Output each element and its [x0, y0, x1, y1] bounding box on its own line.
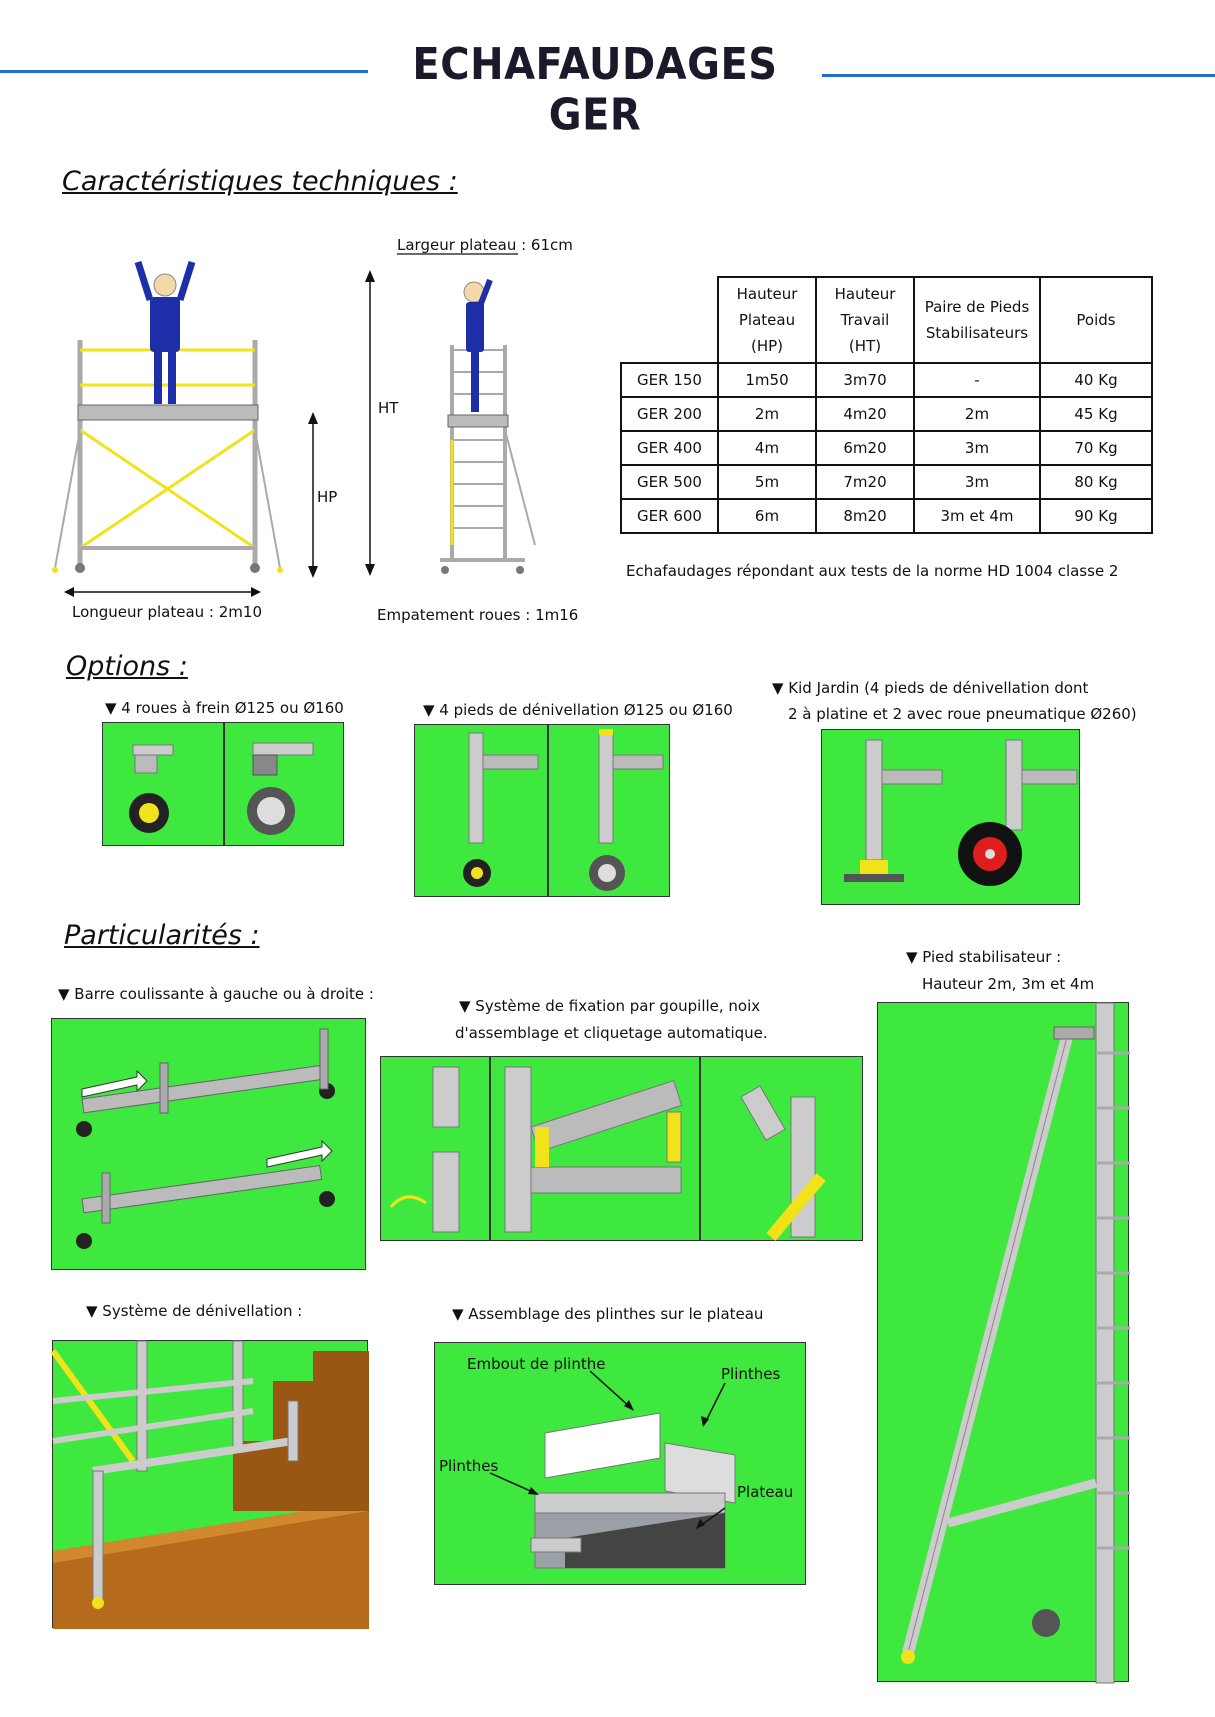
denivellation-caption: ▼ Système de dénivellation : [86, 1302, 303, 1320]
header-pieds: Paire de Pieds Stabilisateurs [914, 277, 1040, 363]
worker-front [138, 262, 192, 404]
worker-side [464, 280, 490, 412]
label-plinthes-right: Plinthes [721, 1365, 781, 1383]
section-options: Options : [66, 651, 188, 682]
option-kid-caption-1: ▼ Kid Jardin (4 pieds de dénivellation dont [772, 679, 1089, 697]
denivellation-panel [52, 1340, 368, 1628]
option-kid-caption-2: 2 à platine et 2 avec roue pneumatique Ø260) [788, 705, 1137, 723]
pied-caption-1: ▼ Pied stabilisateur : [906, 948, 1062, 966]
option-kid-panel [821, 729, 1080, 905]
fixation-caption-2: d'assemblage et cliquetage automatique. [455, 1024, 768, 1042]
barre-caption: ▼ Barre coulissante à gauche ou à droite : [58, 985, 374, 1003]
label-empatement: Empatement roues : 1m16 [377, 606, 579, 624]
table-row: GER 200 2m 4m20 2m 45 Kg [621, 397, 1152, 431]
label-plateau: Plateau [737, 1483, 794, 1501]
side-view-scaffold [397, 254, 535, 574]
label-longueur: Longueur plateau : 2m10 [72, 603, 262, 621]
table-row: GER 150 1m50 3m70 - 40 Kg [621, 363, 1152, 397]
fixation-caption-1: ▼ Système de fixation par goupille, noix [459, 997, 761, 1015]
header-rule-right [822, 74, 1215, 77]
label-largeur: Largeur plateau : 61cm [397, 236, 573, 254]
section-particularites: Particularités : [64, 920, 260, 951]
label-ht: HT [378, 399, 399, 417]
option-pieds-panel [414, 724, 670, 897]
fixation-panel [380, 1056, 863, 1241]
norm-note: Echafaudages répondant aux tests de la norme HD 1004 classe 2 [626, 562, 1119, 580]
header-hp: Hauteur Plateau (HP) [718, 277, 816, 363]
option-roues-caption: ▼ 4 roues à frein Ø125 ou Ø160 [105, 699, 344, 717]
option-pieds-caption: ▼ 4 pieds de dénivellation Ø125 ou Ø160 [423, 701, 733, 719]
label-embout: Embout de plinthe [467, 1355, 606, 1373]
pied-caption-2: Hauteur 2m, 3m et 4m [922, 975, 1095, 993]
pied-panel [877, 1002, 1129, 1682]
table-row: GER 400 4m 6m20 3m 70 Kg [621, 431, 1152, 465]
assemblage-caption: ▼ Assemblage des plinthes sur le plateau [452, 1305, 764, 1323]
page-title: ECHAFAUDAGES GER [412, 39, 778, 141]
spec-table [620, 276, 1153, 534]
table-row: GER 500 5m 7m20 3m 80 Kg [621, 465, 1152, 499]
scaffold-diagrams [0, 0, 600, 640]
assemblage-panel [434, 1342, 806, 1585]
table-row: GER 600 6m 8m20 3m et 4m 90 Kg [621, 499, 1152, 533]
barre-panel [51, 1018, 366, 1270]
option-roues-panel [102, 722, 344, 846]
header-poids: Poids [1040, 277, 1152, 363]
header-ht: Hauteur Travail (HT) [816, 277, 914, 363]
front-view-scaffold [52, 262, 283, 597]
section-caracteristiques: Caractéristiques techniques : [62, 166, 458, 197]
label-hp: HP [317, 488, 338, 506]
label-plinthes-left: Plinthes [439, 1457, 499, 1475]
